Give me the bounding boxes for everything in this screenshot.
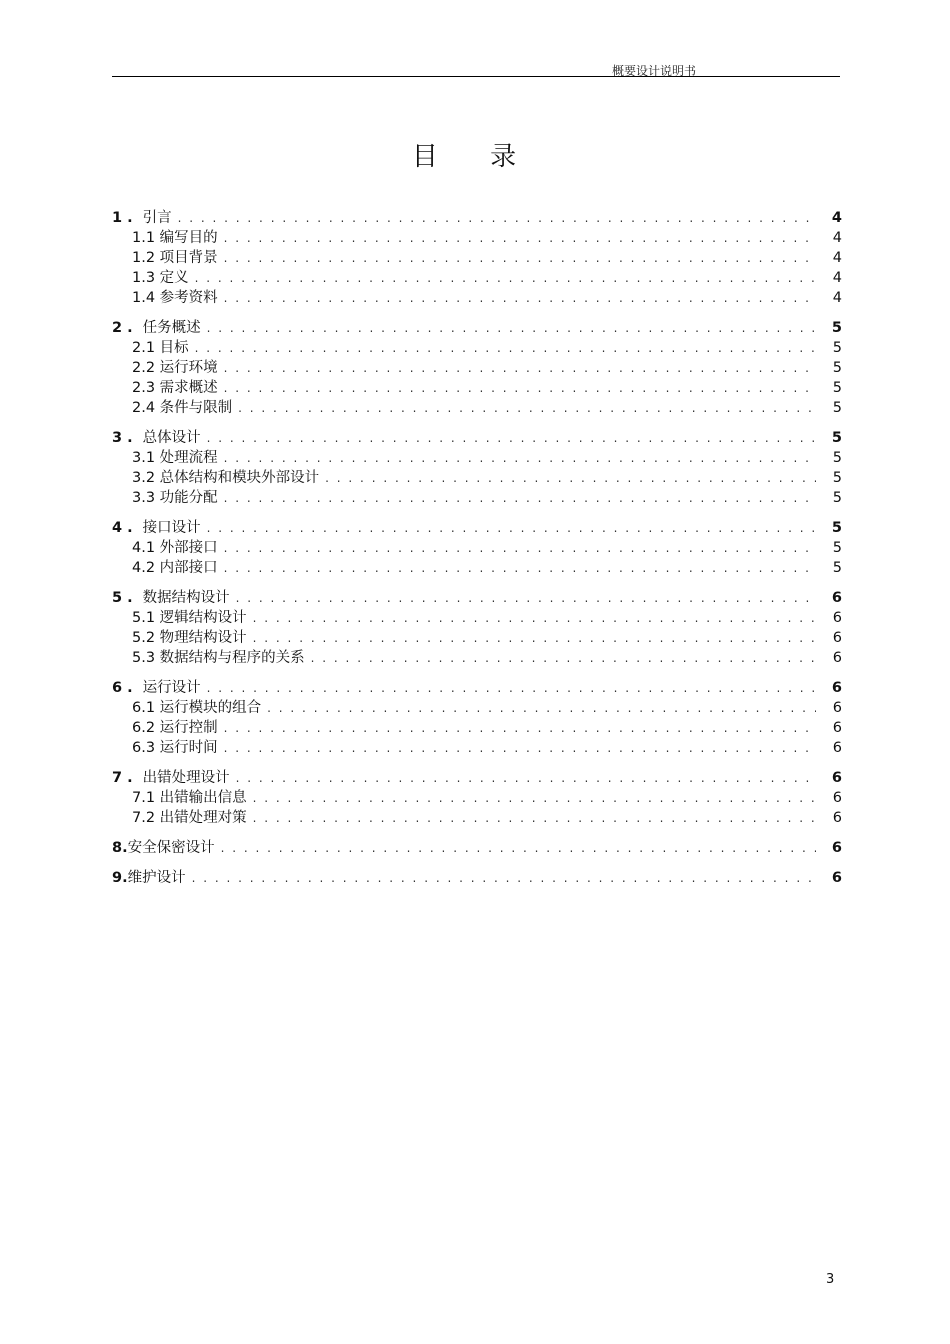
toc-entry-title: 任务概述 <box>142 320 201 336</box>
toc-entry-title: 逻辑结构设计 <box>159 610 247 626</box>
toc-subentry[interactable] <box>112 488 842 508</box>
toc-entry-number: 6.3 <box>132 740 156 756</box>
toc-entry-number: 9. <box>112 870 128 886</box>
toc-entry-number: 5.3 <box>132 650 156 666</box>
toc-subentry[interactable] <box>112 628 842 648</box>
toc-entry-number: 6 . <box>112 680 133 696</box>
toc-dot-leader <box>224 738 816 758</box>
toc-dot-leader <box>253 608 816 628</box>
toc-entry-number: 1.3 <box>132 270 156 286</box>
toc-entry-number: 5 . <box>112 590 133 606</box>
toc-entry-title: 外部接口 <box>159 540 218 556</box>
toc-dot-leader <box>238 398 816 418</box>
toc-entry-number: 6.1 <box>132 700 156 716</box>
toc-entry-title: 运行环境 <box>159 360 218 376</box>
toc-entry-page: 5 <box>832 490 842 506</box>
toc-dot-leader <box>224 558 816 578</box>
toc-dot-leader <box>224 248 816 268</box>
toc-entry-page: 6 <box>831 680 842 696</box>
toc-entry-page: 5 <box>831 320 842 336</box>
toc-entry-title: 项目背景 <box>159 250 218 266</box>
toc-entry-title: 功能分配 <box>159 490 218 506</box>
toc-entry-number: 3.1 <box>132 450 156 466</box>
toc-entry-number: 2.2 <box>132 360 156 376</box>
toc-entry-number: 8. <box>112 840 128 856</box>
toc-dot-leader <box>207 678 816 698</box>
toc-entry-page: 5 <box>832 540 842 556</box>
toc-entry-page: 6 <box>831 770 842 786</box>
toc-entry-title: 安全保密设计 <box>127 840 215 856</box>
toc-entry-title: 处理流程 <box>159 450 218 466</box>
toc-entry-page: 6 <box>831 590 842 606</box>
page-number: 3 <box>826 1272 835 1287</box>
toc-entry-title: 引言 <box>142 210 172 226</box>
toc-entry-title: 接口设计 <box>142 520 201 536</box>
toc-subentry[interactable] <box>112 228 842 248</box>
toc-dot-leader <box>195 338 816 358</box>
toc-entry-number: 2.4 <box>132 400 156 416</box>
toc-subentry[interactable] <box>112 718 842 738</box>
toc-subentry[interactable] <box>112 268 842 288</box>
toc-entry-number: 4.2 <box>132 560 156 576</box>
header-rule <box>112 76 840 77</box>
toc-entry-number: 2 . <box>112 320 133 336</box>
toc-entry-title: 出错处理设计 <box>142 770 230 786</box>
toc-entry[interactable] <box>112 838 842 858</box>
toc-entry-number: 5.2 <box>132 630 156 646</box>
toc-entry-page: 6 <box>832 630 842 646</box>
toc-subentry[interactable] <box>112 358 842 378</box>
table-of-contents <box>112 208 842 888</box>
toc-dot-leader <box>207 318 816 338</box>
toc-dot-leader <box>178 208 816 228</box>
toc-subentry[interactable] <box>112 788 842 808</box>
toc-entry[interactable] <box>112 518 842 538</box>
toc-entry-number: 1 . <box>112 210 133 226</box>
toc-entry-page: 5 <box>832 470 842 486</box>
toc-entry-page: 6 <box>832 740 842 756</box>
toc-subentry[interactable] <box>112 538 842 558</box>
toc-entry-page: 4 <box>832 250 842 266</box>
toc-subentry[interactable] <box>112 608 842 628</box>
toc-entry-title: 参考资料 <box>159 290 218 306</box>
toc-entry-number: 2.1 <box>132 340 156 356</box>
toc-dot-leader <box>224 228 816 248</box>
toc-entry-page: 6 <box>832 790 842 806</box>
toc-entry-title: 目标 <box>159 340 189 356</box>
toc-entry[interactable] <box>112 208 842 228</box>
toc-entry-title: 物理结构设计 <box>159 630 247 646</box>
toc-entry-title: 编写目的 <box>159 230 218 246</box>
toc-entry-page: 6 <box>832 720 842 736</box>
toc-entry-number: 1.1 <box>132 230 156 246</box>
toc-subentry[interactable] <box>112 248 842 268</box>
toc-entry-page: 5 <box>831 520 842 536</box>
running-header: 概要设计说明书 <box>612 64 697 78</box>
toc-entry-number: 4 . <box>112 520 133 536</box>
toc-dot-leader <box>192 868 816 888</box>
toc-dot-leader <box>253 788 816 808</box>
toc-subentry[interactable] <box>112 468 842 488</box>
toc-entry-page: 5 <box>832 380 842 396</box>
toc-dot-leader <box>236 768 816 788</box>
toc-entry-title: 数据结构与程序的关系 <box>159 650 305 666</box>
toc-dot-leader <box>311 648 816 668</box>
toc-entry-page: 6 <box>832 700 842 716</box>
toc-entry[interactable] <box>112 318 842 338</box>
toc-entry-page: 5 <box>832 360 842 376</box>
toc-entry-title: 出错输出信息 <box>159 790 247 806</box>
toc-dot-leader <box>253 808 816 828</box>
toc-entry[interactable] <box>112 768 842 788</box>
toc-entry-page: 4 <box>831 210 842 226</box>
toc-entry-title: 运行控制 <box>159 720 218 736</box>
toc-entry-number: 3 . <box>112 430 133 446</box>
toc-entry-title: 定义 <box>159 270 189 286</box>
toc-entry-page: 4 <box>832 290 842 306</box>
toc-entry-page: 6 <box>832 610 842 626</box>
toc-entry-number: 4.1 <box>132 540 156 556</box>
toc-subentry[interactable] <box>112 648 842 668</box>
toc-entry-number: 3.2 <box>132 470 156 486</box>
toc-entry-page: 6 <box>831 870 842 886</box>
toc-entry-title: 内部接口 <box>159 560 218 576</box>
toc-entry-page: 5 <box>832 400 842 416</box>
toc-entry-title: 总体结构和模块外部设计 <box>159 470 320 486</box>
toc-entry-page: 4 <box>832 230 842 246</box>
toc-subentry[interactable] <box>112 378 842 398</box>
toc-subentry[interactable] <box>112 698 842 718</box>
toc-dot-leader <box>224 288 816 308</box>
toc-entry-title: 维护设计 <box>127 870 186 886</box>
toc-subentry[interactable] <box>112 738 842 758</box>
toc-dot-leader <box>224 448 816 468</box>
toc-entry[interactable] <box>112 428 842 448</box>
toc-entry-title: 数据结构设计 <box>142 590 230 606</box>
toc-entry-page: 5 <box>832 450 842 466</box>
toc-entry-number: 1.2 <box>132 250 156 266</box>
toc-dot-leader <box>224 358 816 378</box>
toc-subentry[interactable] <box>112 338 842 358</box>
toc-subentry[interactable] <box>112 288 842 308</box>
toc-entry-page: 5 <box>831 430 842 446</box>
toc-entry-title: 需求概述 <box>159 380 218 396</box>
toc-dot-leader <box>325 468 816 488</box>
toc-entry-number: 3.3 <box>132 490 156 506</box>
toc-dot-leader <box>221 838 816 858</box>
toc-dot-leader <box>267 698 816 718</box>
toc-entry[interactable] <box>112 588 842 608</box>
toc-entry-title: 运行时间 <box>159 740 218 756</box>
toc-entry-title: 运行设计 <box>142 680 201 696</box>
toc-entry-page: 5 <box>832 340 842 356</box>
toc-dot-leader <box>207 428 816 448</box>
toc-entry-page: 6 <box>832 650 842 666</box>
toc-dot-leader <box>195 268 816 288</box>
toc-entry-title: 出错处理对策 <box>159 810 247 826</box>
toc-dot-leader <box>224 488 816 508</box>
toc-subentry[interactable] <box>112 448 842 468</box>
toc-entry-number: 2.3 <box>132 380 156 396</box>
toc-entry-number: 5.1 <box>132 610 156 626</box>
toc-entry-number: 7.1 <box>132 790 156 806</box>
toc-entry-number: 1.4 <box>132 290 156 306</box>
toc-title: 目 录 <box>411 142 539 172</box>
toc-dot-leader <box>236 588 816 608</box>
toc-entry[interactable] <box>112 678 842 698</box>
toc-dot-leader <box>224 378 816 398</box>
toc-entry-title: 总体设计 <box>142 430 201 446</box>
toc-entry-number: 6.2 <box>132 720 156 736</box>
toc-subentry[interactable] <box>112 558 842 578</box>
toc-entry-page: 5 <box>832 560 842 576</box>
toc-subentry[interactable] <box>112 398 842 418</box>
toc-entry[interactable] <box>112 868 842 888</box>
toc-entry-page: 6 <box>832 810 842 826</box>
toc-subentry[interactable] <box>112 808 842 828</box>
toc-entry-number: 7 . <box>112 770 133 786</box>
toc-entry-number: 7.2 <box>132 810 156 826</box>
toc-entry-title: 运行模块的组合 <box>159 700 262 716</box>
toc-dot-leader <box>224 538 816 558</box>
toc-dot-leader <box>224 718 816 738</box>
toc-entry-page: 6 <box>831 840 842 856</box>
toc-dot-leader <box>253 628 816 648</box>
toc-entry-title: 条件与限制 <box>159 400 233 416</box>
toc-entry-page: 4 <box>832 270 842 286</box>
toc-dot-leader <box>207 518 816 538</box>
